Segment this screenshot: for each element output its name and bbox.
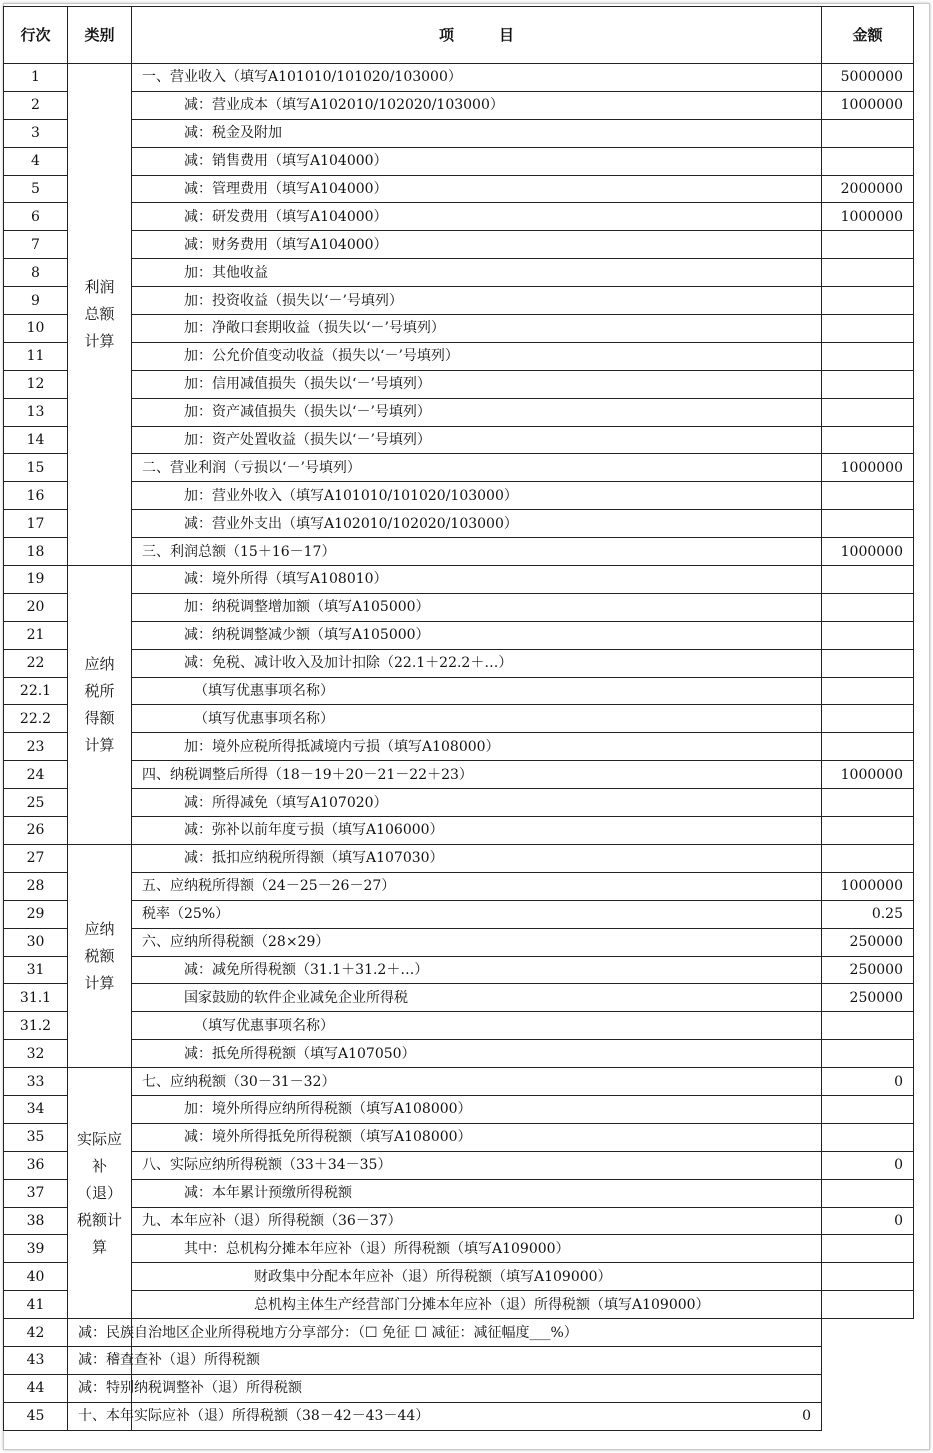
row-amount	[822, 231, 914, 259]
row-number: 45	[4, 1402, 68, 1430]
row-number: 5	[4, 175, 68, 203]
table-row	[4, 1235, 914, 1263]
table-row	[4, 1346, 914, 1374]
table-row	[4, 91, 914, 119]
row-item-label: 加：境外应税所得抵减境内亏损（填写A108000）	[132, 733, 822, 761]
row-amount	[822, 482, 914, 510]
row-amount	[822, 621, 914, 649]
row-amount: 250000	[822, 956, 914, 984]
row-item-label: 五、应纳税所得额（24－25－26－27）	[132, 872, 822, 900]
row-amount	[822, 733, 914, 761]
row-amount: 1000000	[822, 761, 914, 789]
row-number: 29	[4, 900, 68, 928]
row-number: 37	[4, 1179, 68, 1207]
row-number: 16	[4, 482, 68, 510]
row-number: 3	[4, 119, 68, 147]
row-item-label: 减：免税、减计收入及加计扣除（22.1＋22.2＋…）	[132, 649, 822, 677]
row-number: 23	[4, 733, 68, 761]
row-number: 22.1	[4, 677, 68, 705]
table-row	[4, 566, 914, 594]
table-row	[4, 370, 914, 398]
row-number: 17	[4, 510, 68, 538]
category-label: 实际应补（退）税额计算	[76, 1129, 122, 1256]
category-cell-taxable-income	[68, 566, 132, 845]
table-row	[4, 454, 914, 482]
row-item-label: 减：本年累计预缴所得税额	[132, 1179, 822, 1207]
row-number: 22	[4, 649, 68, 677]
row-amount	[822, 287, 914, 315]
row-number: 21	[4, 621, 68, 649]
table-row	[4, 1207, 914, 1235]
table-row	[4, 287, 914, 315]
row-item-label: （填写优惠事项名称）	[132, 677, 822, 705]
table-row	[4, 872, 914, 900]
row-amount: 5000000	[822, 64, 914, 92]
row-amount	[822, 1123, 914, 1151]
row-amount	[822, 593, 914, 621]
table-row	[4, 1012, 914, 1040]
category-cell-tax-payable	[68, 844, 132, 1067]
row-item-label: 七、应纳税额（30－31－32）	[132, 1068, 822, 1096]
row-number: 8	[4, 259, 68, 287]
category-cell-profit	[68, 64, 132, 566]
table-row	[4, 1291, 914, 1319]
row-number: 6	[4, 203, 68, 231]
table-row	[4, 761, 914, 789]
table-row	[4, 956, 914, 984]
row-item-label: 六、应纳所得税额（28×29）	[132, 928, 822, 956]
row-item-label: 三、利润总额（15＋16－17）	[132, 538, 822, 566]
row-number: 33	[4, 1068, 68, 1096]
row-number: 31.1	[4, 984, 68, 1012]
row-number: 32	[4, 1040, 68, 1068]
row-amount: 0	[822, 1207, 914, 1235]
row-item-label: 减：稽查查补（退）所得税额	[68, 1346, 132, 1374]
row-item-label: （填写优惠事项名称）	[132, 1012, 822, 1040]
table-row	[4, 231, 914, 259]
tax-return-table	[3, 6, 914, 1431]
row-number: 13	[4, 398, 68, 426]
header-row-no: 行次	[4, 7, 68, 64]
row-amount	[822, 705, 914, 733]
row-item-label: 减：营业成本（填写A102010/102020/103000）	[132, 91, 822, 119]
category-label: 应纳税所得额计算	[84, 654, 115, 754]
table-row	[4, 1179, 914, 1207]
row-item-label: 减：所得减免（填写A107020）	[132, 789, 822, 817]
table-row	[4, 1123, 914, 1151]
row-item-label: 减：境外所得（填写A108010）	[132, 566, 822, 594]
row-item-label: 加：境外所得应纳所得税额（填写A108000）	[132, 1095, 822, 1123]
row-number: 19	[4, 566, 68, 594]
table-row	[4, 984, 914, 1012]
row-amount	[822, 1235, 914, 1263]
row-amount	[822, 1012, 914, 1040]
row-amount	[822, 1179, 914, 1207]
row-number: 7	[4, 231, 68, 259]
row-item-label: 其中：总机构分摊本年应补（退）所得税额（填写A109000）	[132, 1235, 822, 1263]
table-row	[4, 1068, 914, 1096]
table-row	[4, 315, 914, 343]
row-amount	[822, 817, 914, 845]
header-item: 项 目	[132, 7, 822, 64]
table-row	[4, 119, 914, 147]
row-number: 2	[4, 91, 68, 119]
row-amount: 0	[822, 1068, 914, 1096]
row-number: 24	[4, 761, 68, 789]
row-number: 22.2	[4, 705, 68, 733]
row-amount	[822, 1291, 914, 1319]
row-number: 40	[4, 1263, 68, 1291]
row-number: 34	[4, 1095, 68, 1123]
row-item-label: 加：信用减值损失（损失以‘－’号填列）	[132, 370, 822, 398]
row-item-label: 总机构主体生产经营部门分摊本年应补（退）所得税额（填写A109000）	[132, 1291, 822, 1319]
row-amount	[822, 119, 914, 147]
row-item-label: 财政集中分配本年应补（退）所得税额（填写A109000）	[132, 1263, 822, 1291]
row-amount	[822, 342, 914, 370]
row-amount	[822, 398, 914, 426]
table-row	[4, 733, 914, 761]
row-amount	[822, 1040, 914, 1068]
category-cell-actual	[68, 1068, 132, 1319]
row-item-label: 加：公允价值变动收益（损失以‘－’号填列）	[132, 342, 822, 370]
category-label: 应纳税额计算	[84, 919, 115, 992]
table-row	[4, 1319, 914, 1347]
row-amount: 0	[132, 1402, 822, 1430]
row-amount: 1000000	[822, 872, 914, 900]
table-row	[4, 1374, 914, 1402]
row-item-label: 减：抵扣应纳税所得额（填写A107030）	[132, 844, 822, 872]
row-amount: 1000000	[822, 538, 914, 566]
row-item-label: 加：纳税调整增加额（填写A105000）	[132, 593, 822, 621]
row-number: 1	[4, 64, 68, 92]
row-number: 43	[4, 1346, 68, 1374]
row-number: 31	[4, 956, 68, 984]
row-item-label: 减：弥补以前年度亏损（填写A106000）	[132, 817, 822, 845]
table-row	[4, 1095, 914, 1123]
row-amount: 1000000	[822, 454, 914, 482]
table-row	[4, 817, 914, 845]
table-row	[4, 259, 914, 287]
row-number: 25	[4, 789, 68, 817]
table-row	[4, 175, 914, 203]
row-amount: 250000	[822, 984, 914, 1012]
table-row	[4, 1402, 914, 1430]
table-row	[4, 649, 914, 677]
row-item-label: 一、营业收入（填写A101010/101020/103000）	[132, 64, 822, 92]
table-row	[4, 900, 914, 928]
table-row	[4, 426, 914, 454]
table-row	[4, 593, 914, 621]
row-amount: 1000000	[822, 91, 914, 119]
row-number: 30	[4, 928, 68, 956]
row-item-label: 减：营业外支出（填写A102010/102020/103000）	[132, 510, 822, 538]
table-row	[4, 147, 914, 175]
table-row	[4, 789, 914, 817]
row-number: 39	[4, 1235, 68, 1263]
row-number: 9	[4, 287, 68, 315]
table-row	[4, 1040, 914, 1068]
row-amount	[822, 566, 914, 594]
row-amount	[822, 259, 914, 287]
row-number: 35	[4, 1123, 68, 1151]
table-row	[4, 1263, 914, 1291]
row-number: 28	[4, 872, 68, 900]
row-amount: 250000	[822, 928, 914, 956]
row-item-label: 减：销售费用（填写A104000）	[132, 147, 822, 175]
row-amount: 0.25	[822, 900, 914, 928]
table-row	[4, 621, 914, 649]
row-item-label: 减：研发费用（填写A104000）	[132, 203, 822, 231]
table-body	[4, 64, 914, 1431]
row-item-label: 加：资产减值损失（损失以‘－’号填列）	[132, 398, 822, 426]
row-amount	[822, 677, 914, 705]
row-item-label: 减：纳税调整减少额（填写A105000）	[132, 621, 822, 649]
row-item-label: （填写优惠事项名称）	[132, 705, 822, 733]
row-number: 20	[4, 593, 68, 621]
table-row	[4, 844, 914, 872]
row-number: 12	[4, 370, 68, 398]
row-amount	[822, 370, 914, 398]
row-amount	[822, 1095, 914, 1123]
header-row	[4, 7, 914, 64]
row-number: 18	[4, 538, 68, 566]
row-item-label: 减：民族自治地区企业所得税地方分享部分：（☐ 免征 ☐ 减征：减征幅度___%）	[68, 1319, 132, 1347]
row-number: 38	[4, 1207, 68, 1235]
row-number: 31.2	[4, 1012, 68, 1040]
row-item-label: 加：营业外收入（填写A101010/101020/103000）	[132, 482, 822, 510]
row-item-label: 加：资产处置收益（损失以‘－’号填列）	[132, 426, 822, 454]
table-row	[4, 928, 914, 956]
row-amount	[822, 426, 914, 454]
row-item-label: 减：抵免所得税额（填写A107050）	[132, 1040, 822, 1068]
row-item-label: 减：管理费用（填写A104000）	[132, 175, 822, 203]
row-item-label: 减：财务费用（填写A104000）	[132, 231, 822, 259]
row-item-label: 八、实际应纳所得税额（33＋34－35）	[132, 1151, 822, 1179]
row-amount	[822, 510, 914, 538]
row-amount	[822, 789, 914, 817]
table-row	[4, 677, 914, 705]
row-number: 26	[4, 817, 68, 845]
table-row	[4, 398, 914, 426]
row-number: 4	[4, 147, 68, 175]
header-category: 类别	[68, 7, 132, 64]
row-number: 11	[4, 342, 68, 370]
row-number: 41	[4, 1291, 68, 1319]
row-item-label: 减：特别纳税调整补（退）所得税额	[68, 1374, 132, 1402]
row-item-label: 加：其他收益	[132, 259, 822, 287]
row-number: 42	[4, 1319, 68, 1347]
row-number: 10	[4, 315, 68, 343]
row-item-label: 国家鼓励的软件企业减免企业所得税	[132, 984, 822, 1012]
row-number: 36	[4, 1151, 68, 1179]
row-item-label: 四、纳税调整后所得（18－19＋20－21－22＋23）	[132, 761, 822, 789]
row-number: 14	[4, 426, 68, 454]
table-row	[4, 510, 914, 538]
row-item-label: 九、本年应补（退）所得税额（36－37）	[132, 1207, 822, 1235]
row-item-label: 二、营业利润（亏损以‘－’号填列）	[132, 454, 822, 482]
table-row	[4, 1151, 914, 1179]
row-item-label: 加：投资收益（损失以‘－’号填列）	[132, 287, 822, 315]
row-item-label: 税率（25%）	[132, 900, 822, 928]
row-amount	[822, 1263, 914, 1291]
table-row	[4, 342, 914, 370]
row-amount	[822, 315, 914, 343]
table-row	[4, 203, 914, 231]
table-row	[4, 64, 914, 92]
row-number: 44	[4, 1374, 68, 1402]
table-row	[4, 705, 914, 733]
row-amount	[822, 649, 914, 677]
table-row	[4, 538, 914, 566]
row-number: 27	[4, 844, 68, 872]
row-number: 15	[4, 454, 68, 482]
row-item-label: 减：境外所得抵免所得税额（填写A108000）	[132, 1123, 822, 1151]
row-item-label: 十、本年实际应补（退）所得税额（38－42－43－44）	[68, 1402, 132, 1430]
category-label: 利润总额计算	[84, 278, 115, 351]
row-amount: 2000000	[822, 175, 914, 203]
table-row	[4, 482, 914, 510]
row-item-label: 加：净敞口套期收益（损失以‘－’号填列）	[132, 315, 822, 343]
header-amount: 金额	[822, 7, 914, 64]
row-amount	[822, 844, 914, 872]
row-amount: 0	[822, 1151, 914, 1179]
row-amount	[822, 147, 914, 175]
row-amount: 1000000	[822, 203, 914, 231]
row-item-label: 减：税金及附加	[132, 119, 822, 147]
row-item-label: 减：减免所得税额（31.1＋31.2＋…）	[132, 956, 822, 984]
